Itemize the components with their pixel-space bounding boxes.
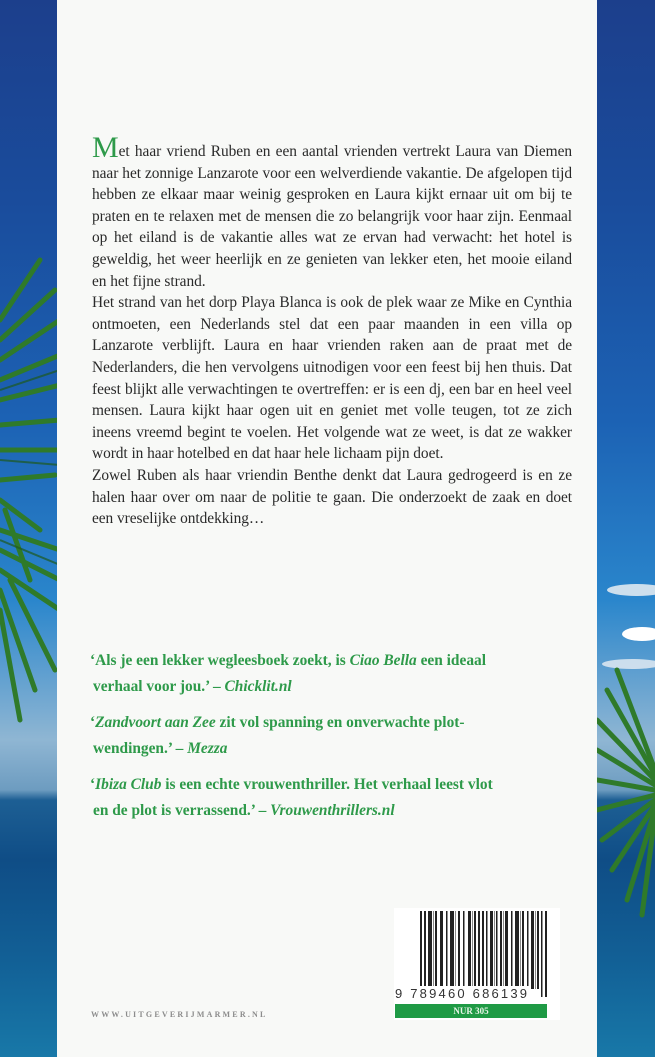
book-title: Ibiza Club <box>95 776 162 793</box>
isbn-barcode <box>394 908 560 1020</box>
review-quotes <box>90 648 560 834</box>
isbn-number: 9 789460 686139 <box>395 986 530 1001</box>
blurb-paragraph-2: Het strand van het dorp Playa Blanca is ook de plek waar ze Mike en Cynthia ontmoeten, een Nederlands stel dat een paar maanden in een villa op Lanzarote verblijft. Laura en haar vrienden raken aan de praat met de Nederlanders, die hen vervolgens uitnodigen voor een feest bij hen thuis. Dat feest blijkt alle verwachtingen te overtreffen: er is een dj, een bar en heel veel mensen. Laura kijkt haar ogen uit en geniet met volle teugen, tot ze zich ineens vreemd begint te voelen. Het volgende wat ze weet, is dat ze wakker wordt in haar hotelbed en dat haar hele lichaam pijn doet. <box>92 294 572 463</box>
drop-cap: M <box>92 131 119 164</box>
book-title: Zandvoort aan Zee <box>95 714 216 731</box>
palm-leaves-left-illustration <box>0 250 60 730</box>
review-source: Mezza <box>187 740 228 757</box>
nur-code-badge: NUR 305 <box>395 1004 547 1018</box>
review-quote: ‘Zandvoort aan Zee zit vol spanning en onverwachte plot- wendingen.’ – Mezza <box>90 714 465 757</box>
review-quote: ‘Als je een lekker wegleesboek zoekt, is Ciao Bella een ideaal verhaal voor jou.’ – Chicklit.nl <box>90 652 486 695</box>
blurb-paragraph-3: Zowel Ruben als haar vriendin Benthe denkt dat Laura gedrogeerd is en ze halen haar over om naar de politie te gaan. Die onderzoekt de zaak en doet een vreselijke ontdekking… <box>92 466 572 528</box>
review-source: Vrouwenthrillers.nl <box>270 802 395 819</box>
blurb <box>92 131 572 530</box>
review-quote: ‘Ibiza Club is een echte vrouwenthriller. Het verhaal leest vlot en de plot is verrassend.’ – Vrouwenthrillers.nl <box>90 776 493 819</box>
palm-leaves-right-illustration <box>597 660 655 920</box>
book-title: Ciao Bella <box>349 652 417 669</box>
back-cover-panel <box>57 0 597 1057</box>
publisher-url: WWW.UITGEVERIJMARMER.NL <box>91 1010 268 1019</box>
blurb-paragraph-1: Met haar vriend Ruben en een aantal vrienden vertrekt Laura van Diemen naar het zonnige Lanzarote voor een welverdiende vakantie. De afgelopen tijd hebben ze elkaar maar weinig gesproken en Laura kijkt ernaar uit om bij te praten en te relaxen met de mensen die zo belangrijk voor haar zijn. Eenmaal op het eiland is de vakantie alles wat ze ervan had verwacht: het hotel is geweldig, het weer heerlijk en ze genieten van lekker eten, het mooie eiland en het fijne strand. <box>92 131 572 290</box>
review-source: Chicklit.nl <box>224 678 292 695</box>
